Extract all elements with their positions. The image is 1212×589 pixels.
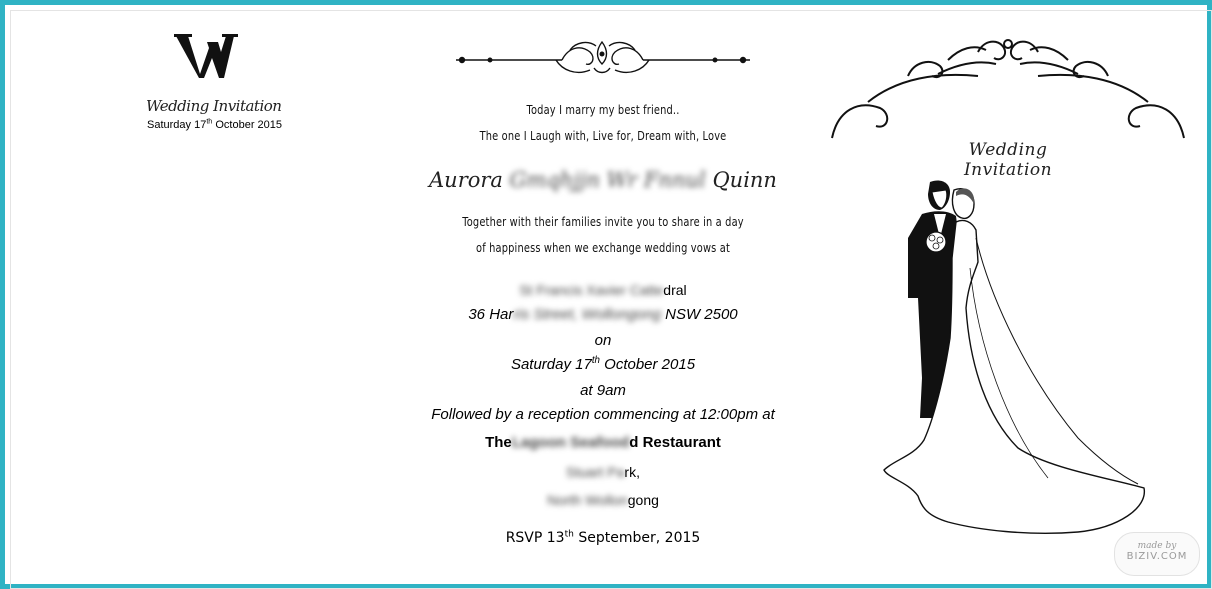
intro-line-1: Today I marry my best friend.. [526,103,680,117]
couple-names: Aurora Gmqhjjn Wr Fnnul Quinn [429,168,777,192]
venue-name: St Francis Xavier Cattedral [519,282,687,298]
w-monogram-logo-icon [174,30,244,90]
left-script-title: Wedding Invitation [146,97,282,115]
right-script-title: Wedding Invitation [963,140,1053,180]
made-by-watermark: made by BIZIV.COM [1114,532,1200,576]
intro-line-2: The one I Laugh with, Live for, Dream with, Love [479,129,727,143]
ceremony-date: Saturday 17th October 2015 [510,355,696,373]
redacted-name-1: Gmqhjjn [509,168,600,192]
invite-line-2: of happiness when we exchange wedding vows at [476,241,730,255]
ceremony-time: at 9am [580,382,626,399]
rsvp-line: RSVP 13th September, 2015 [505,529,701,546]
restaurant-city: North Wollongong [547,492,659,508]
redacted-name-2: Wr Fnnul [606,168,706,192]
flourish-ornament-icon [450,38,755,82]
invite-line-1: Together with their families invite you to share in a day [462,215,744,229]
venue-address: 36 Harris Street, Wollongong NSW 2500 [468,306,738,323]
restaurant-park: Stuart Park, [566,464,640,480]
scroll-arch-ornament-icon [828,30,1188,145]
left-date: Saturday 17th October 2015 [147,117,283,131]
on-text: on [594,332,612,349]
reception-line: Followed by a reception commencing at 12:00pm at [431,406,775,423]
restaurant-name: TheLagoon Seafoodd Restaurant [485,434,721,451]
bride-groom-illustration-icon [878,178,1150,538]
